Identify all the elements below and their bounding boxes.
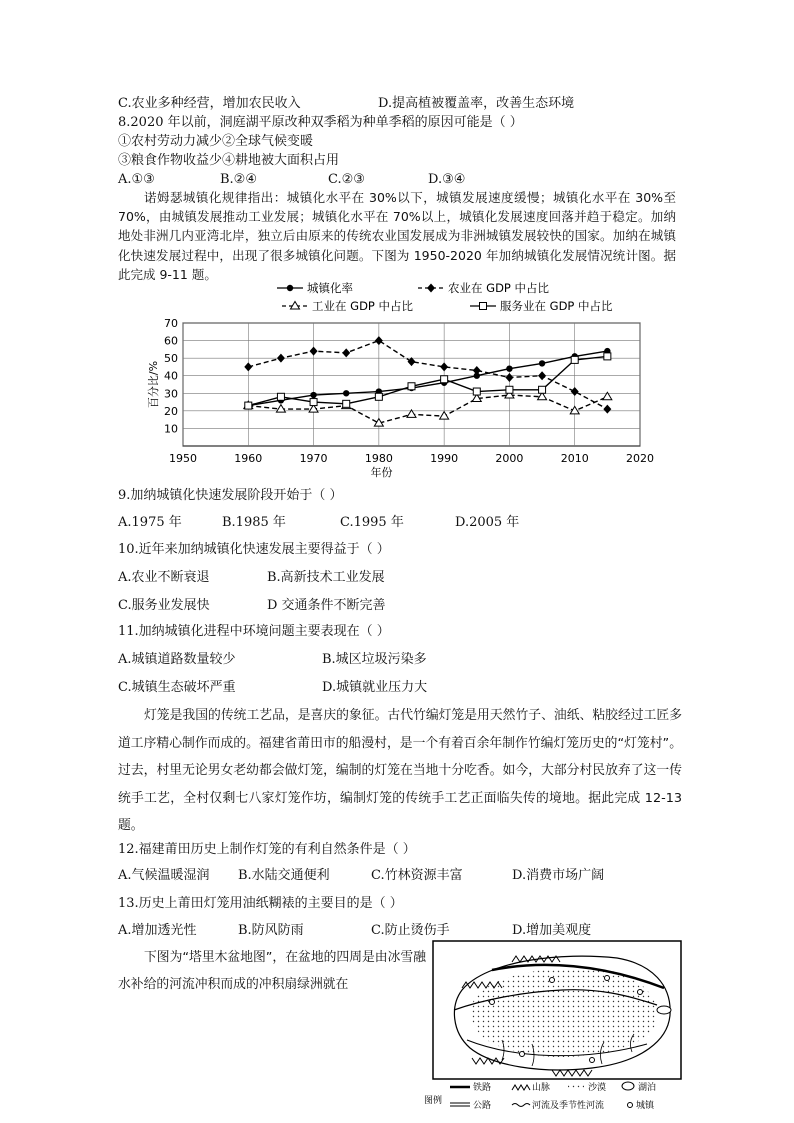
q8-option-d: D.③④ [428,172,466,187]
legend-mountain-label: 山脉 [532,1083,551,1093]
data-point [277,393,284,400]
y-tick-label: 10 [164,422,178,436]
data-point [473,388,480,395]
desert-area [471,968,657,1057]
q12-stem: 12.福建莆田历史上制作灯笼的有利自然条件是（ ） [118,842,416,857]
y-axis-label: 百分比/% [147,360,160,409]
q8-statements-1: ①农村劳动力减少②全球气候变暖 [118,134,314,149]
data-point [505,373,513,382]
data-point [375,336,383,345]
data-point [310,392,316,398]
town [520,1052,525,1057]
legend-marker [480,303,487,310]
legend-desert-label: 沙漠 [588,1083,607,1093]
q10-option-c: C.服务业发展快 [118,598,210,613]
x-tick-label: 2010 [560,452,589,465]
q12-option-a: A.气候温暖湿润 [118,868,210,883]
legend-label: 服务业在 GDP 中占比 [500,299,613,313]
data-point [506,365,512,371]
x-tick-label: 1950 [169,452,197,465]
legend-mountain-symbol [512,1085,530,1090]
q13-option-c: C.防止烫伤手 [371,923,450,938]
x-tick-label: 1990 [430,452,459,465]
data-point [343,390,349,396]
chart-legend [277,281,613,313]
legend-label: 城镇化率 [307,281,353,295]
data-point [539,386,546,393]
passage-urbanization: 诺姆瑟城镇化规律指出：城镇化水平在 30%以下，城镇发展速度缓慢；城镇化水平在 30%至 70%，由城镇发展推动工业发展；城镇化水平在 70%以上，城镇化发展速度回落并趋于稳定。加纳地处非洲几内亚湾北岸，独立后由原来的传统农业国发展成为非洲城镇发展较快的国家。加纳在城镇化快速发展过程中，出现了很多城镇化问题。下图为 1950-2020 年加纳城镇化发展情况统计图。据此完成 9-11 题。 [118,190,676,282]
legend-lake-label: 湖泊 [638,1083,657,1093]
data-point [277,354,285,363]
q13-stem: 13.历史上莆田灯笼用油纸糊裱的主要目的是（ ） [118,896,403,911]
data-point [506,386,513,393]
legend-town-symbol [628,1103,633,1108]
town [638,990,643,995]
q13-option-d: D.增加美观度 [512,923,592,938]
data-point [408,357,416,366]
series-line-3 [248,356,607,405]
q8-statements-2: ③粮食作物收益少④耕地被大面积占用 [118,153,340,168]
y-tick-label: 60 [164,334,178,348]
data-point [538,371,546,380]
data-point [571,356,578,363]
map-legend-title: 图例 [424,1096,443,1106]
q10-option-d: D 交通条件不断完善 [267,598,386,613]
legend-river-symbol [512,1104,530,1107]
x-tick-label: 2000 [495,452,524,465]
legend-river-label: 河流及季节性河流 [532,1101,605,1111]
data-point [342,348,350,357]
legend-desert-symbol [568,1083,584,1090]
q8-option-b: B.②④ [220,172,257,187]
data-point [603,405,611,414]
q9-option-a: A.1975 年 [118,515,182,530]
q11-option-d: D.城镇就业压力大 [322,680,428,695]
series-line-0 [248,351,607,405]
data-point [343,400,350,407]
series-line-1 [248,341,607,410]
q9-stem: 9.加纳城镇化快速发展阶段开始于（ ） [118,488,343,503]
q11-stem: 11.加纳城镇化进程中环境问题主要表现在（ ） [118,624,390,639]
legend-highway-label: 公路 [473,1101,492,1111]
q12-option-b: B.水陆交通便利 [238,868,330,883]
q8-option-c: C.②③ [328,172,365,187]
urbanization-chart [0,278,794,488]
q9-option-d: D.2005 年 [455,515,520,530]
q9-option-b: B.1985 年 [222,515,286,530]
passage-tarim: 下图为“塔里木盆地图”，在盆地的四周是由冰雪融水补给的河流冲积而成的冲积扇绿洲就在 [118,950,426,992]
legend-label: 工业在 GDP 中占比 [312,299,414,313]
town [550,978,555,983]
data-point [539,360,545,366]
legend-marker [287,285,293,291]
tarim-basin-map [424,940,682,1120]
q7-option-c: C.农业多种经营，增加农民收入 [118,96,301,111]
q9-option-c: C.1995 年 [340,515,404,530]
q13-option-b: B.防风防雨 [238,923,304,938]
x-tick-label: 1970 [299,452,328,465]
q11-option-c: C.城镇生态破坏严重 [118,680,236,695]
data-point [310,399,317,406]
data-point [245,402,252,409]
data-point [276,405,285,413]
q7-option-d: D.提高植被覆盖率，改善生态环境 [378,96,575,111]
q12-option-c: C.竹林资源丰富 [371,868,463,883]
data-point [310,347,318,356]
data-point [473,366,481,375]
q13-option-a: A.增加透光性 [118,923,197,938]
q8-option-a: A.①③ [118,172,155,187]
legend-town-label: 城镇 [636,1101,655,1111]
x-tick-label: 2020 [626,452,654,465]
data-point [440,412,449,420]
q8-stem: 8.2020 年以前，洞庭湖平原改种双季稻为种单季稻的原因可能是（ ） [118,115,523,130]
y-tick-label: 70 [164,317,178,330]
q11-option-a: A.城镇道路数量较少 [118,652,236,667]
data-point [440,362,448,371]
lake [657,1006,671,1014]
q10-option-a: A.农业不断衰退 [118,570,210,585]
data-point [375,393,382,400]
y-tick-label: 20 [164,404,178,418]
q12-option-d: D.消费市场广阔 [512,868,605,883]
legend-railway-label: 铁路 [473,1083,492,1093]
y-tick-label: 30 [164,387,178,401]
legend-marker [291,302,300,310]
series-line-2 [248,395,607,423]
passage-lantern: 灯笼是我国的传统工艺品，是喜庆的象征。古代竹编灯笼是用天然竹子、油纸、粘胶经过工匠多道工序精心制作而成的。福建省莆田市的船漫村，是一个有着百余年制作竹编灯笼历史的“灯笼村”。过去，村里无论男女老幼都会做灯笼，编制的灯笼在当地十分吃香。如今，大部分村民放弃了这一传统手工艺，全村仅剩七八家灯笼作坊，编制灯笼的传统手工艺正面临失传的境地。据此完成 12-13 题。 [118,708,682,833]
y-tick-label: 50 [164,352,178,366]
town [490,1000,495,1005]
legend-marker [427,284,435,293]
legend-label: 农业在 GDP 中占比 [448,281,550,295]
data-point [604,353,611,360]
town [590,1058,595,1063]
q10-option-b: B.高新技术工业发展 [267,570,385,585]
data-point [571,387,579,396]
x-axis-label: 年份 [370,466,393,479]
data-point [441,376,448,383]
x-tick-label: 1980 [364,452,393,465]
town [605,976,610,981]
q10-stem: 10.近年来加纳城镇化快速发展主要得益于（ ） [118,542,390,557]
q11-option-b: B.城区垃圾污染多 [322,652,427,667]
x-tick-label: 1960 [234,452,263,465]
data-point [244,362,252,371]
data-point [408,383,415,390]
legend-lake-symbol [622,1082,634,1090]
y-tick-label: 40 [164,369,178,383]
